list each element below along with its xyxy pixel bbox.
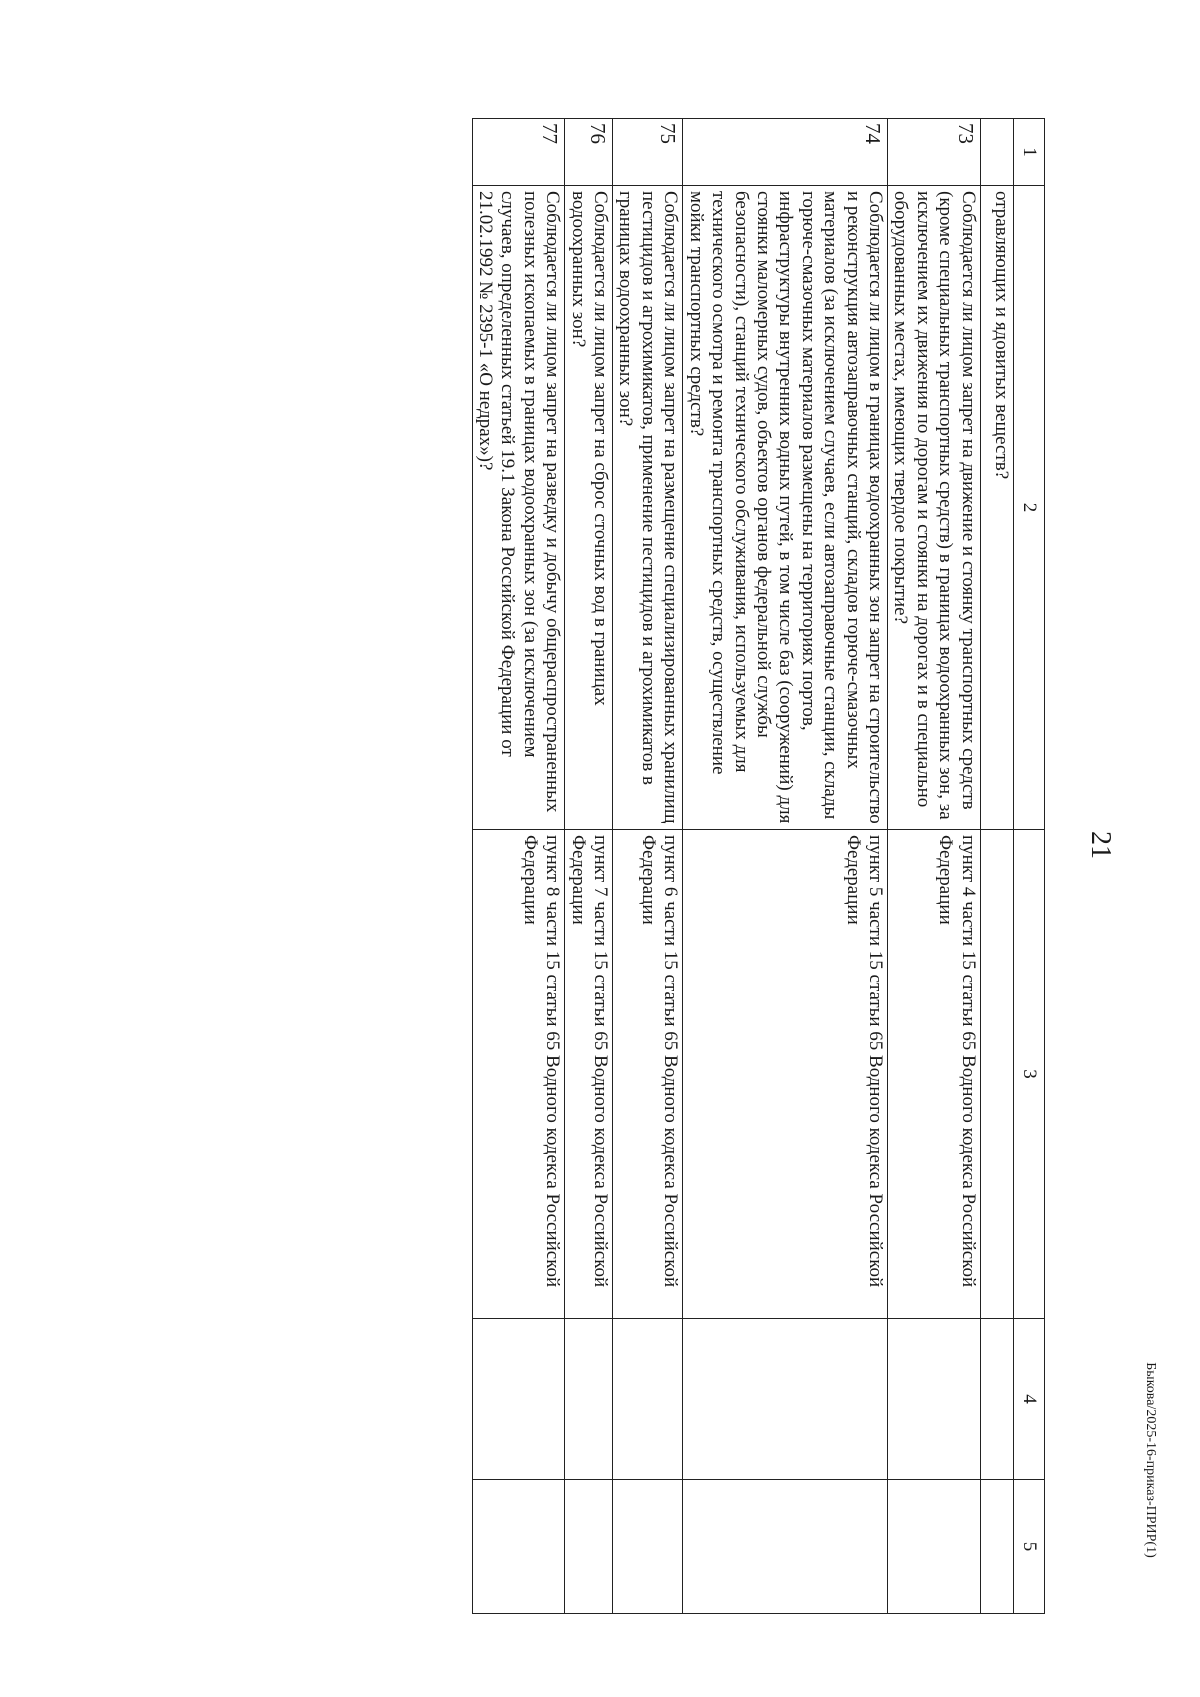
row-number-cell: 77 (472, 119, 565, 186)
question-cell: Соблюдается ли лицом запрет на сброс сточных вод в границах водоохранных зон? (565, 186, 613, 830)
question-cell: Соблюдается ли лицом запрет на размещение специализированных хранилищ пестицидов и агрохимикатов, применение пестицидов и агрохимикатов в границах водоохранных зон? (613, 186, 683, 830)
table-row-76 (565, 119, 613, 1614)
empty-cell (613, 1480, 683, 1614)
header-col-4: 4 (1013, 1319, 1044, 1480)
reference-cell: пункт 5 части 15 статьи 65 Водного кодекса Российской Федерации (683, 830, 888, 1319)
empty-cell (980, 1480, 1013, 1614)
question-cell: Соблюдается ли лицом в границах водоохранных зон запрет на строительство и реконструкция автозаправочных станций, складов горюче-смазочных материалов (за исключением случаев, если автозаправочные станции, склады горюче-смазочных материалов размещены на территориях портов, инфраструктуры внутренних водных путей, в том числе баз (сооружений) для стоянки маломерных судов, объектов органов федеральной службы безопасности), станций технического обслуживания, используемых для технического осмотра и ремонта транспортных средств, осуществление мойки транспортных средств? (683, 186, 888, 830)
header-col-3: 3 (1013, 830, 1044, 1319)
footer-document-reference: Быкова/2025-16-приказ-ПРИР(1) (1143, 1362, 1158, 1558)
question-cell: Соблюдается ли лицом запрет на движение и стоянку транспортных средств (кроме специальных транспортных средств) в границах водоохранных зон, за исключением их движения по дорогам и стоянки на дорогах и в специально оборудованных местах, имеющих твердое покрытие? (887, 186, 980, 830)
rotated-table-container (175, 118, 1045, 1568)
empty-cell (472, 1480, 565, 1614)
row-number-cell: 75 (613, 119, 683, 186)
question-cell: отравляющих и ядовитых веществ? (980, 186, 1013, 830)
table-row-73 (887, 119, 980, 1614)
header-col-2: 2 (1013, 186, 1044, 830)
empty-cell (565, 1319, 613, 1480)
header-col-1: 1 (1013, 119, 1044, 186)
checklist-table (472, 118, 1045, 1614)
page-number: 21 (1085, 831, 1116, 859)
row-number-cell: 74 (683, 119, 888, 186)
empty-cell (683, 1480, 888, 1614)
empty-cell (613, 1319, 683, 1480)
reference-cell: пункт 6 части 15 статьи 65 Водного кодекса Российской Федерации (613, 830, 683, 1319)
row-number-cell (980, 119, 1013, 186)
row-number-cell: 76 (565, 119, 613, 186)
reference-cell: пункт 4 части 15 статьи 65 Водного кодекса Российской Федерации (887, 830, 980, 1319)
empty-cell (565, 1480, 613, 1614)
reference-cell (980, 830, 1013, 1319)
table-row-75 (613, 119, 683, 1614)
reference-cell: пункт 8 части 15 статьи 65 Водного кодекса Российской Федерации (472, 830, 565, 1319)
table-row-continuation (980, 119, 1013, 1614)
header-row (1013, 119, 1044, 1614)
reference-cell: пункт 7 части 15 статьи 65 Водного кодекса Российской Федерации (565, 830, 613, 1319)
row-number-cell: 73 (887, 119, 980, 186)
question-cell: Соблюдается ли лицом запрет на разведку и добычу общераспространенных полезных ископаемых в границах водоохранных зон (за исключением случаев, определенных статьей 19.1 Закона Российской Федерации от 21.02.1992 № 2395-1 «О недрах»)? (472, 186, 565, 830)
empty-cell (683, 1319, 888, 1480)
table-row-74 (683, 119, 888, 1614)
header-col-5: 5 (1013, 1480, 1044, 1614)
empty-cell (887, 1319, 980, 1480)
empty-cell (980, 1319, 1013, 1480)
empty-cell (472, 1319, 565, 1480)
table-row-77 (472, 119, 565, 1614)
empty-cell (887, 1480, 980, 1614)
